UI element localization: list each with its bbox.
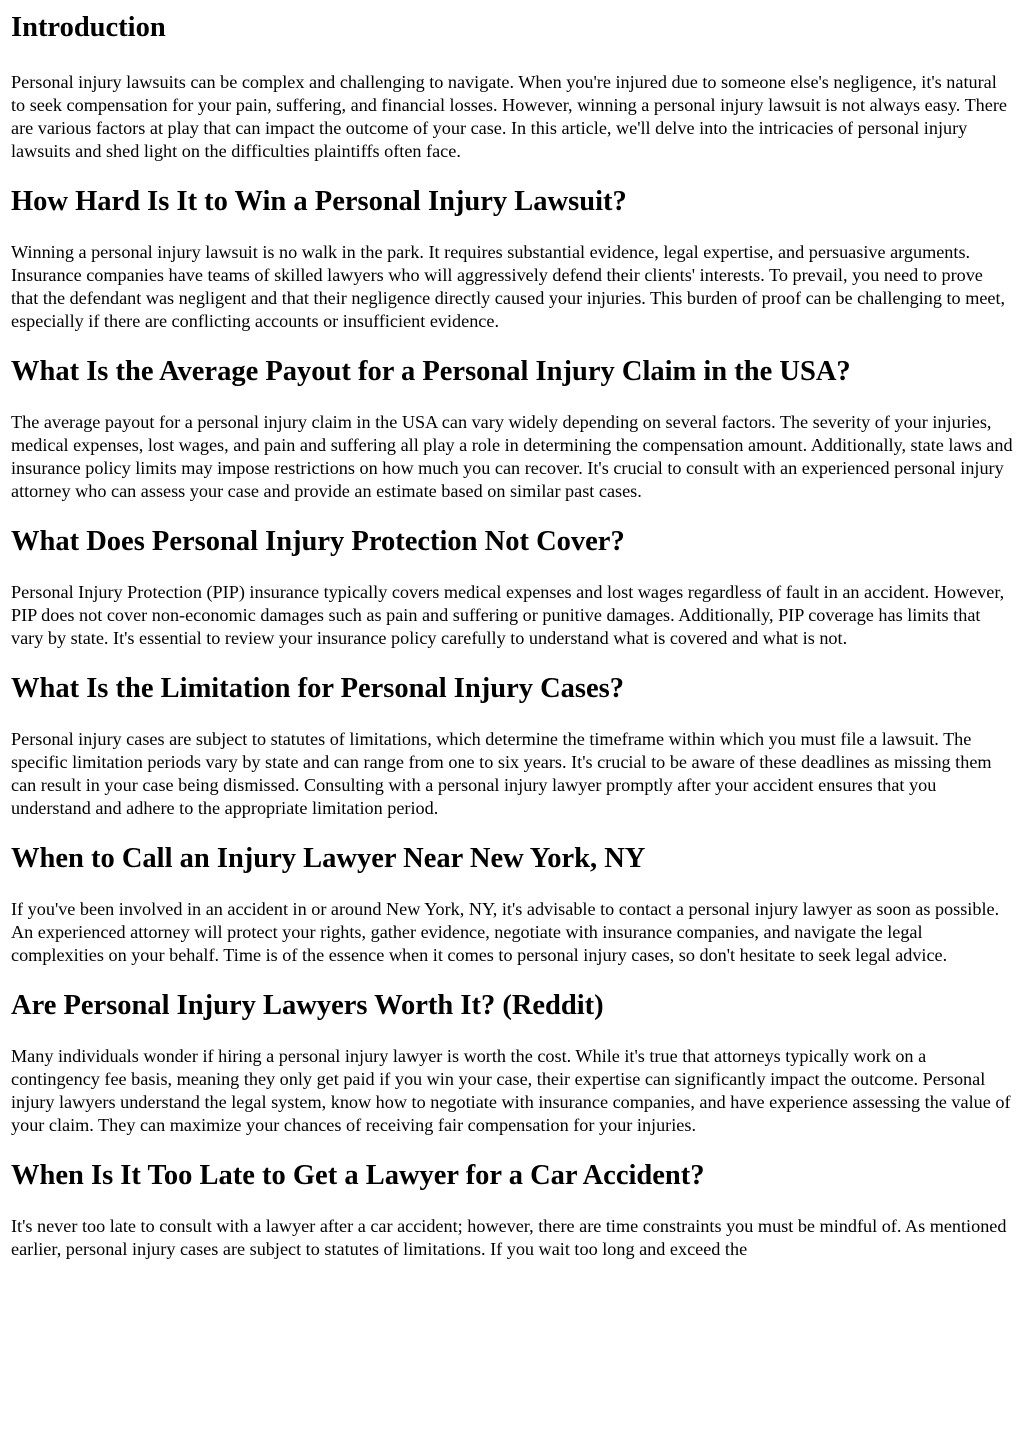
section-call-lawyer-ny (11, 843, 1014, 967)
section-pip-not-cover (11, 526, 1014, 650)
paragraph-worth-it: Many individuals wonder if hiring a personal injury lawyer is worth the cost. While it's true that attorneys typically work on a contingency fee basis, meaning they only get paid if you win your case, their expertise can significantly impact the outcome. Personal injury lawyers understand the legal system, know how to negotiate with insurance companies, and have experience assessing the value of your claim. They can maximize your chances of receiving fair compensation for your injuries. (11, 1046, 1011, 1135)
heading-worth-it: Are Personal Injury Lawyers Worth It? (Reddit) (11, 990, 604, 1021)
paragraph-introduction: Personal injury lawsuits can be complex and challenging to navigate. When you're injured due to someone else's negligence, it's natural to seek compensation for your pain, suffering, and financial losses. However, winning a personal injury lawsuit is not always easy. There are various factors at play that can impact the outcome of your case. In this article, we'll delve into the intricacies of personal injury lawsuits and shed light on the difficulties plaintiffs often face. (11, 72, 1007, 161)
heading-introduction: Introduction (11, 12, 166, 43)
section-too-late (11, 1160, 1014, 1261)
section-limitation (11, 673, 1014, 820)
paragraph-limitation: Personal injury cases are subject to statutes of limitations, which determine the timeframe within which you must file a lawsuit. The specific limitation periods vary by state and can range from one to six years. It's crucial to be aware of these deadlines as missing them can result in your case being dismissed. Consulting with a personal injury lawyer promptly after your accident ensures that you understand and adhere to the appropriate limitation period. (11, 729, 992, 818)
paragraph-pip-not-cover: Personal Injury Protection (PIP) insurance typically covers medical expenses and lost wages regardless of fault in an accident. However, PIP does not cover non-economic damages such as pain and suffering or punitive damages. Additionally, PIP coverage has limits that vary by state. It's essential to review your insurance policy carefully to understand what is covered and what is not. (11, 582, 1005, 648)
heading-limitation: What Is the Limitation for Personal Injury Cases? (11, 673, 625, 704)
section-how-hard-to-win (11, 186, 1014, 333)
heading-average-payout: What Is the Average Payout for a Personal Injury Claim in the USA? (11, 356, 851, 387)
heading-too-late: When Is It Too Late to Get a Lawyer for a Car Accident? (11, 1160, 705, 1191)
heading-call-lawyer-ny: When to Call an Injury Lawyer Near New York, NY (11, 843, 646, 874)
paragraph-too-late: It's never too late to consult with a lawyer after a car accident; however, there are time constraints you must be mindful of. As mentioned earlier, personal injury cases are subject to statutes of limitations. If you wait too long and exceed the (11, 1216, 1007, 1259)
paragraph-average-payout: The average payout for a personal injury claim in the USA can vary widely depending on several factors. The severity of your injuries, medical expenses, lost wages, and pain and suffering all play a role in determining the compensation amount. Additionally, state laws and insurance policy limits may impose restrictions on how much you can recover. It's crucial to consult with an experienced personal injury attorney who can assess your case and provide an estimate based on similar past cases. (11, 412, 1013, 501)
section-introduction (11, 0, 1014, 163)
paragraph-call-lawyer-ny: If you've been involved in an accident in or around New York, NY, it's advisable to contact a personal injury lawyer as soon as possible. An experienced attorney will protect your rights, gather evidence, negotiate with insurance companies, and navigate the legal complexities on your behalf. Time is of the essence when it comes to personal injury cases, so don't hesitate to seek legal advice. (11, 899, 1000, 965)
heading-pip-not-cover: What Does Personal Injury Protection Not Cover? (11, 526, 625, 557)
section-average-payout (11, 356, 1014, 503)
paragraph-how-hard-to-win: Winning a personal injury lawsuit is no walk in the park. It requires substantial evidence, legal expertise, and persuasive arguments. Insurance companies have teams of skilled lawyers who will aggressively defend their clients' interests. To prevail, you need to prove that the defendant was negligent and that their negligence directly caused your injuries. This burden of proof can be challenging to meet, especially if there are conflicting accounts or insufficient evidence. (11, 242, 1006, 331)
section-worth-it (11, 990, 1014, 1137)
heading-how-hard-to-win: How Hard Is It to Win a Personal Injury Lawsuit? (11, 186, 627, 217)
